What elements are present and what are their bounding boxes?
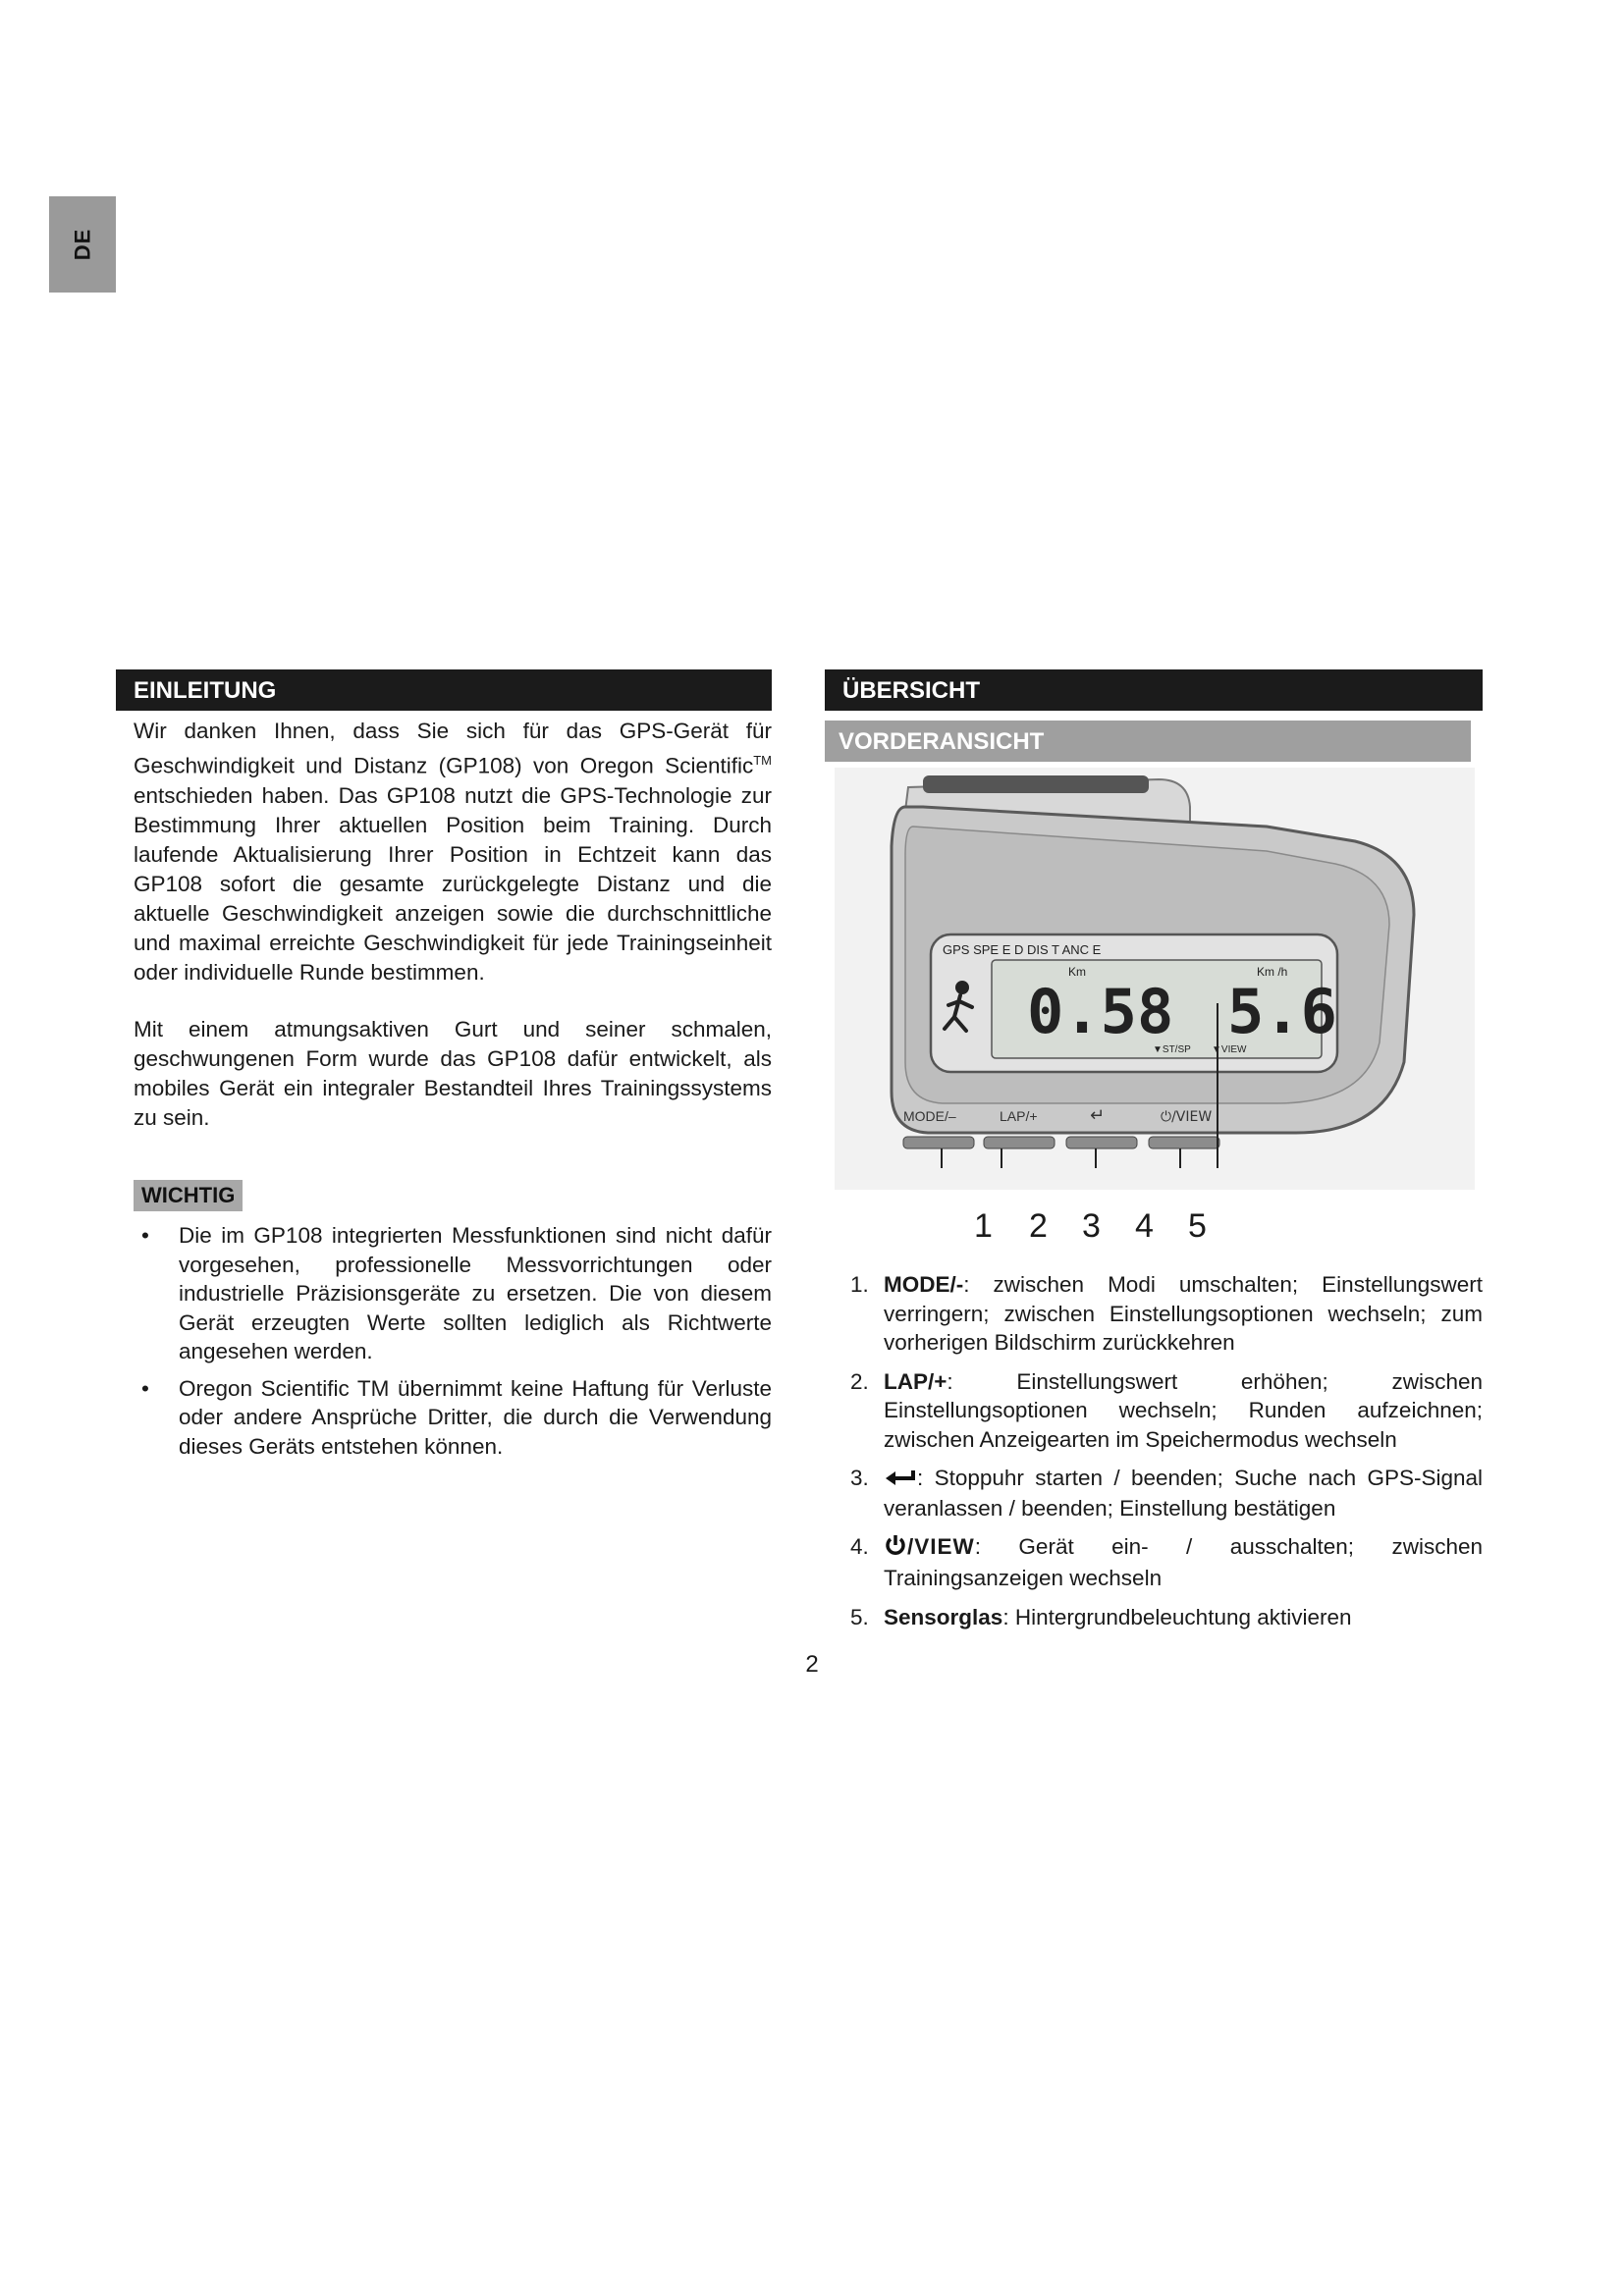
strap-paragraph: Mit einem atmungsaktiven Gurt und seiner schmalen, geschwungenen Form wurde das GP108 dafür entwickelt, als mobiles Gerät ein integraler Bestandteil Ihres Trainingssystems zu sein. bbox=[134, 1017, 772, 1130]
lcd-label-st: ▼ST/SP bbox=[1153, 1044, 1191, 1055]
list-item: • Die im GP108 integrierten Messfunktionen sind nicht dafür vorgesehen, professionelle Messvorrichtungen oder industrielle Präzisionsgeräte zu ersetzen. Die von diesem Gerät erzeugten Werte sollten lediglich als Richtwerte angesehen werden. bbox=[141, 1223, 772, 1363]
section-heading-einleitung: EINLEITUNG bbox=[116, 669, 772, 711]
lcd-label-view: ▼VIEW bbox=[1212, 1044, 1247, 1055]
important-label: WICHTIG bbox=[134, 1180, 243, 1211]
callout-number: 1 bbox=[974, 1207, 993, 1245]
power-icon bbox=[884, 1533, 907, 1565]
list-item: 1. MODE/-: zwischen Modi umschalten; Einstellungswert verringern; zwischen Einstellungsoptionen wechseln; zum vorherigen Bildschirm zurückkehren bbox=[850, 1272, 1483, 1355]
bullet-icon: • bbox=[141, 1375, 149, 1401]
subheading-vorderansicht: VORDERANSICHT bbox=[825, 721, 1471, 762]
list-item: • Oregon Scientific TM übernimmt keine Haftung für Verluste oder andere Ansprüche Dritter, die durch die Verwendung dieses Geräts entstehen können. bbox=[141, 1375, 772, 1459]
right-column bbox=[825, 669, 1483, 1629]
enter-arrow-icon bbox=[884, 1465, 917, 1494]
left-column bbox=[116, 669, 772, 1459]
language-tab bbox=[49, 196, 116, 293]
lcd-unit-right: Km /h bbox=[1257, 965, 1288, 979]
list-item: 2. LAP/+: Einstellungswert erhöhen; zwischen Einstellungsoptionen wechseln; Runden aufzeichnen; zwischen Anzeigearten im Speichermodus wechseln bbox=[850, 1368, 1483, 1452]
view-label: /VIEW bbox=[907, 1534, 975, 1560]
important-list bbox=[134, 1221, 772, 1468]
device-svg bbox=[835, 768, 1475, 1190]
button-description-list bbox=[825, 1270, 1483, 1641]
lap-button[interactable] bbox=[984, 1137, 1055, 1148]
mode-button[interactable] bbox=[903, 1137, 974, 1148]
trademark-mark: TM bbox=[753, 753, 772, 768]
lcd-mode-line: GPS SPE E D DIS T ANC E bbox=[943, 942, 1102, 957]
section-heading-uebersicht: ÜBERSICHT bbox=[825, 669, 1483, 711]
list-item: 3. : Stoppuhr starten / beenden; Suche nach GPS-Signal veranlassen / beenden; Einstellung bestätigen bbox=[850, 1466, 1483, 1521]
callout-number: 4 bbox=[1135, 1207, 1154, 1245]
list-item: 4. /VIEW: Gerät ein- / ausschalten; zwischen Trainingsanzeigen wechseln bbox=[850, 1534, 1483, 1591]
callout-number: 5 bbox=[1188, 1207, 1207, 1245]
lcd-speed-value: 5.6 bbox=[1227, 976, 1337, 1047]
callout-number: 2 bbox=[1029, 1207, 1048, 1245]
sensor-glass bbox=[923, 775, 1149, 793]
page-number: 2 bbox=[805, 1651, 819, 1678]
btn-label-mode: MODE/– bbox=[903, 1108, 956, 1124]
device-illustration bbox=[835, 768, 1475, 1190]
view-button[interactable] bbox=[1149, 1137, 1219, 1148]
callout-numbers bbox=[825, 1207, 1483, 1247]
intro-paragraph bbox=[134, 717, 772, 988]
btn-label-enter: ↵ bbox=[1090, 1105, 1106, 1126]
lcd-distance-value: 0.58 bbox=[1027, 976, 1174, 1047]
list-item: 5. Sensorglas: Hintergrundbeleuchtung aktivieren bbox=[850, 1604, 1352, 1629]
btn-label-view: ⏻/VIEW bbox=[1161, 1109, 1213, 1125]
callout-number: 3 bbox=[1082, 1207, 1101, 1245]
enter-button[interactable] bbox=[1066, 1137, 1137, 1148]
bullet-icon: • bbox=[141, 1223, 149, 1248]
lcd-unit-left: Km bbox=[1068, 965, 1086, 979]
btn-label-lap: LAP/+ bbox=[1000, 1108, 1038, 1124]
intro-text-part2: entschieden haben. Das GP108 nutzt die GPS-Technologie zur Bestimmung Ihrer aktuellen Position beim Training. Durch laufende Aktualisierung Ihrer Position in Echtzeit kann das GP108 sofort die gesamte zurückgelegte Distanz und die aktuelle Geschwindigkeit anzeigen sowie die durchschnittliche und maximal erreichte Geschwindigkeit für jede Trainingseinheit oder individuelle Runde bestimmen. bbox=[134, 782, 772, 985]
language-tab-label: DE bbox=[70, 228, 94, 261]
intro-text-part1: Wir danken Ihnen, dass Sie sich für das GPS-Gerät für Geschwindigkeit und Distanz (GP108) von Oregon Scientific bbox=[134, 719, 772, 778]
